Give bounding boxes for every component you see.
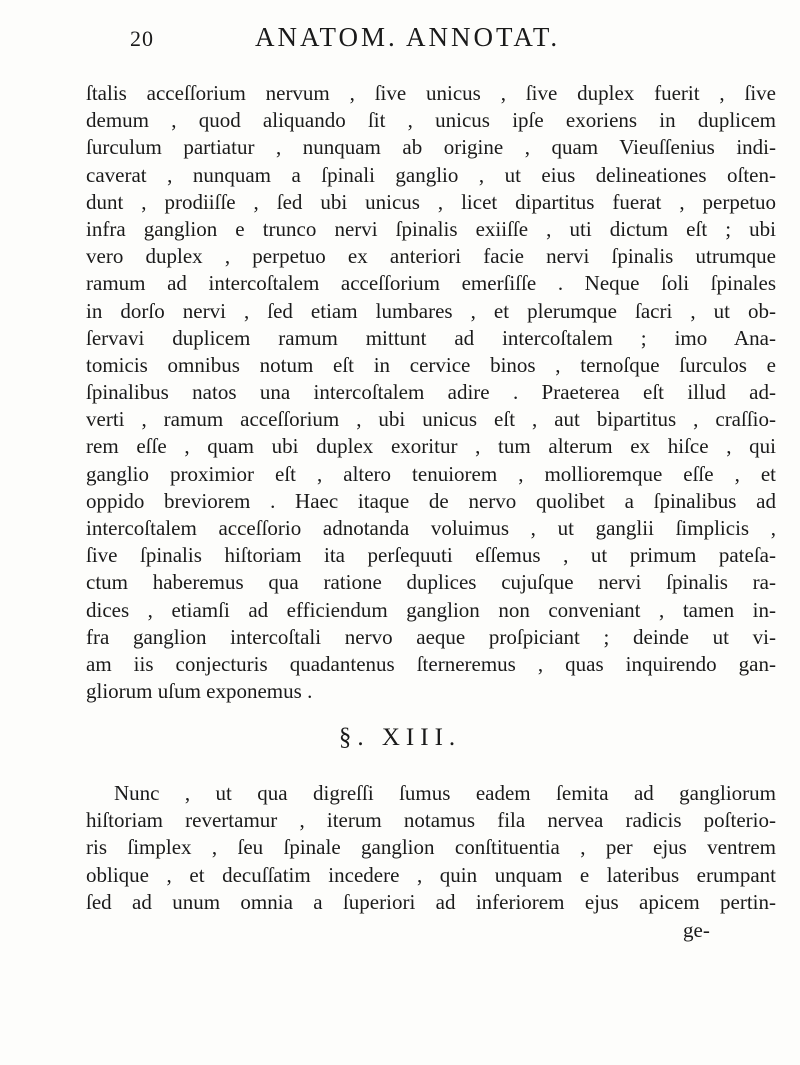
text-line: oblique , et decuſſatim incedere , quin unquam e lateribus erumpant bbox=[86, 862, 776, 887]
paragraph-2 bbox=[86, 780, 776, 916]
text-line: ſervavi duplicem ramum mittunt ad intercoſtalem ; imo Ana- bbox=[86, 325, 776, 350]
text-line: rem eſſe , quam ubi duplex exoritur , tum alterum ex hiſce , qui bbox=[86, 434, 776, 459]
text-line: verti , ramum acceſſorium , ubi unicus eſt , aut bipartitus , craſſio- bbox=[86, 407, 776, 432]
text-line: ſive ſpinalis hiſtoriam ita perſequuti eſſemus , ut primum pateſa- bbox=[86, 543, 776, 568]
text-line: tomicis omnibus notum eſt in cervice binos , ternoſque ſurculos e bbox=[86, 352, 776, 377]
text-line: hiſtoriam revertamur , iterum notamus fila nervea radicis poſterio- bbox=[86, 808, 776, 833]
text-line: am iis conjecturis quadantenus ſterneremus , quas inquirendo gan- bbox=[86, 651, 776, 676]
text-line: intercoſtalem acceſſorio adnotanda voluimus , ut ganglii ſimplicis , bbox=[86, 516, 776, 540]
text-line: Nunc , ut qua digreſſi ſumus eadem ſemita ad gangliorum bbox=[114, 781, 776, 805]
text-line: caverat , nunquam a ſpinali ganglio , ut eius delineationes oſten- bbox=[86, 162, 776, 187]
text-line: infra ganglion e trunco nervi ſpinalis exiiſſe , uti dictum eſt ; ubi bbox=[86, 216, 776, 241]
text-line: ſed ad unum omnia a ſuperiori ad inferiorem ejus apicem pertin- bbox=[86, 889, 776, 914]
text-line: ramum ad intercoſtalem acceſſorium emerſiſſe . Neque ſoli ſpinales bbox=[86, 271, 776, 296]
running-head: ANATOM. ANNOTAT. bbox=[255, 22, 561, 52]
text-line: ris ſimplex , ſeu ſpinale ganglion conſtituentia , per ejus ventrem bbox=[86, 835, 776, 860]
text-line: oppido breviorem . Haec itaque de nervo quolibet a ſpinalibus ad bbox=[86, 488, 776, 513]
text-line: gliorum uſum exponemus . bbox=[86, 679, 313, 704]
text-line: dices , etiamſi ad efficiendum ganglion non conveniant , tamen in- bbox=[86, 597, 776, 622]
text-line: ctum haberemus qua ratione duplices cujuſque nervi ſpinalis ra- bbox=[86, 570, 776, 595]
text-line: vero duplex , perpetuo ex anteriori facie nervi ſpinalis utrumque bbox=[86, 244, 776, 269]
text-line: ſurculum partiatur , nunquam ab origine , quam Vieuſſenius indi- bbox=[86, 135, 776, 160]
text-line: demum , quod aliquando ſit , unicus ipſe exoriens in duplicem bbox=[86, 108, 776, 133]
text-line: in dorſo nervi , ſed etiam lumbares , et plerumque ſacri , ut ob- bbox=[86, 298, 776, 323]
page-header bbox=[130, 22, 730, 58]
text-line: ſtalis acceſſorium nervum , ſive unicus , ſive duplex fuerit , ſive bbox=[86, 81, 776, 105]
text-line: ganglio proximior eſt , altero tenuiorem , mollioremque eſſe , et bbox=[86, 461, 776, 486]
section-heading: §. XIII. bbox=[338, 724, 462, 751]
text-line: ſpinalibus natos una intercoſtalem adire . Praeterea eſt illud ad- bbox=[86, 380, 776, 405]
catchword: ge- bbox=[683, 918, 710, 942]
text-line: fra ganglion intercoſtali nervo aeque proſpiciant ; deinde ut vi- bbox=[86, 624, 776, 649]
paragraph-1 bbox=[86, 80, 776, 705]
page-number: 20 bbox=[130, 26, 154, 51]
text-line: dunt , prodiiſſe , ſed ubi unicus , licet dipartitus fuerat , perpetuo bbox=[86, 189, 776, 214]
